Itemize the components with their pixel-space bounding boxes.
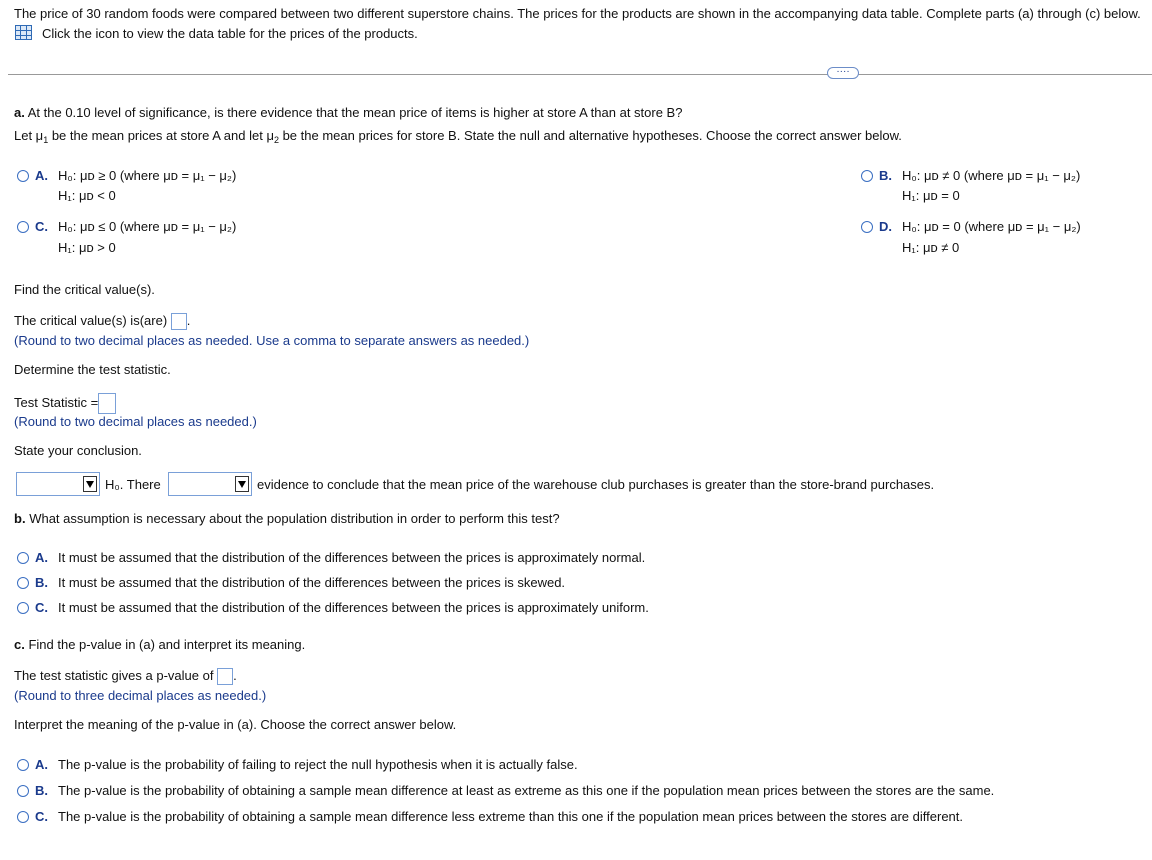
radio-a-option-a[interactable] [17, 170, 29, 182]
option-c-h0 [58, 219, 236, 234]
part-c-question: Find the p-value in (a) and interpret its meaning. [28, 637, 306, 652]
option-b-where: (where μᴅ = μ₁ − μ₂) [963, 168, 1081, 183]
option-d-h0 [902, 219, 1081, 234]
conclusion-rest-text: evidence to conclude that the mean price of the warehouse club purchases is greater than the store-brand purchases. [257, 477, 935, 492]
part-b-question: What assumption is necessary about the population distribution in order to perform this test? [29, 511, 560, 526]
expand-button[interactable]: ···· [827, 67, 859, 79]
part-c-option-c-text: The p-value is the probability of obtaining a sample mean difference less extreme than this one if the population mean prices between the stores are different. [58, 809, 963, 824]
critical-value-label: The critical value(s) is(are) [14, 313, 168, 328]
radio-c-option-c[interactable] [17, 811, 29, 823]
part-c-option-b-text: The p-value is the probability of obtaining a sample mean difference at least as extreme as this one if the population mean prices between the stores are the same. [58, 783, 995, 798]
option-b-h0-text: H₀: μᴅ ≠ 0 [902, 168, 961, 183]
part-b-option-c-text: It must be assumed that the distribution of the differences between the prices is approximately uniform. [58, 600, 649, 615]
radio-b-option-a[interactable] [17, 552, 29, 564]
part-a-question: At the 0.10 level of significance, is there evidence that the mean price of items is higher at store A than at store B? [27, 105, 683, 120]
interpret-text: Interpret the meaning of the p-value in (a). Choose the correct answer below. [14, 717, 457, 732]
pvalue-input[interactable] [217, 668, 233, 685]
radio-c-option-b[interactable] [17, 785, 29, 797]
radio-a-option-d[interactable] [861, 221, 873, 233]
test-statistic-label: Test Statistic = [14, 394, 99, 410]
part-b-option-b-text: It must be assumed that the distribution of the differences between the prices is skewed. [58, 575, 566, 590]
dropdown-arrow-icon[interactable] [235, 476, 249, 492]
part-b-option-a-letter: A. [35, 550, 48, 565]
radio-b-option-c[interactable] [17, 602, 29, 614]
test-statistic-note: (Round to two decimal places as needed.) [14, 414, 257, 429]
radio-b-option-b[interactable] [17, 577, 29, 589]
part-b-option-b-letter: B. [35, 575, 48, 590]
problem-statement: The price of 30 random foods were compared between two different superstore chains. The prices for the products are shown in the accompanying data table. Complete parts (a) through (c) below. [14, 6, 1141, 21]
option-a-h1: H₁: μᴅ < 0 [58, 188, 116, 203]
reject-decision-dropdown[interactable] [16, 472, 100, 496]
option-d-h0-text: H₀: μᴅ = 0 [902, 219, 961, 234]
option-a-h0-text: H₀: μᴅ ≥ 0 [58, 168, 117, 183]
option-b-h1: H₁: μᴅ = 0 [902, 188, 960, 203]
mu-sub-1: 1 [43, 135, 49, 145]
part-c-heading [14, 637, 305, 652]
option-d-where: (where μᴅ = μ₁ − μ₂) [964, 219, 1081, 234]
option-a-h0 [58, 168, 236, 183]
option-c-h1: H₁: μᴅ > 0 [58, 240, 116, 255]
data-table-icon[interactable] [15, 25, 32, 40]
hypothesis-instructions [14, 128, 902, 143]
determine-ts-text: Determine the test statistic. [14, 362, 171, 377]
option-c-letter: C. [35, 219, 48, 234]
let-text-2: be the mean prices at store A and let μ [48, 128, 274, 143]
part-b-label: b. [14, 511, 26, 526]
option-c-where: (where μᴅ = μ₁ − μ₂) [119, 219, 237, 234]
radio-a-option-b[interactable] [861, 170, 873, 182]
part-b-heading [14, 511, 560, 526]
option-b-h0 [902, 168, 1080, 183]
mu-sub-2: 2 [273, 135, 279, 145]
test-statistic-row [14, 393, 116, 414]
part-c-option-a-letter: A. [35, 757, 48, 772]
option-a-where: (where μᴅ = μ₁ − μ₂) [119, 168, 237, 183]
pvalue-label: The test statistic gives a p-value of [14, 668, 214, 683]
radio-a-option-c[interactable] [17, 221, 29, 233]
critical-value-note: (Round to two decimal places as needed. Use a comma to separate answers as needed.) [14, 333, 530, 348]
test-statistic-input[interactable] [98, 393, 116, 414]
part-b-option-c-letter: C. [35, 600, 48, 615]
evidence-dropdown[interactable] [168, 472, 252, 496]
let-text-1: Let μ [14, 128, 44, 143]
section-divider [8, 74, 1152, 75]
option-a-letter: A. [35, 168, 48, 183]
conclusion-h0-text: H₀. There [105, 477, 161, 492]
let-text-3: be the mean prices for store B. State the null and alternative hypotheses. Choose the correct answer below. [278, 128, 902, 143]
dropdown-arrow-icon[interactable] [83, 476, 97, 492]
part-c-label: c. [14, 637, 25, 652]
state-conclusion-text: State your conclusion. [14, 443, 142, 458]
part-c-option-c-letter: C. [35, 809, 48, 824]
option-c-h0-text: H₀: μᴅ ≤ 0 [58, 219, 117, 234]
part-b-option-a-text: It must be assumed that the distribution of the differences between the prices is approximately normal. [58, 550, 646, 565]
radio-c-option-a[interactable] [17, 759, 29, 771]
data-table-link[interactable]: Click the icon to view the data table for the prices of the products. [42, 26, 418, 41]
critical-value-input[interactable] [171, 313, 187, 330]
option-b-letter: B. [879, 168, 892, 183]
part-a-label: a. [14, 105, 25, 120]
part-c-option-b-letter: B. [35, 783, 48, 798]
pvalue-row: The test statistic gives a p-value of . [14, 668, 237, 685]
option-d-letter: D. [879, 219, 892, 234]
pvalue-note: (Round to three decimal places as needed.) [14, 688, 267, 703]
find-critical-text: Find the critical value(s). [14, 282, 155, 297]
part-a-heading [14, 105, 682, 120]
option-d-h1: H₁: μᴅ ≠ 0 [902, 240, 960, 255]
part-c-option-a-text: The p-value is the probability of failing to reject the null hypothesis when it is actually false. [58, 757, 578, 772]
critical-value-row: The critical value(s) is(are) . [14, 313, 190, 330]
